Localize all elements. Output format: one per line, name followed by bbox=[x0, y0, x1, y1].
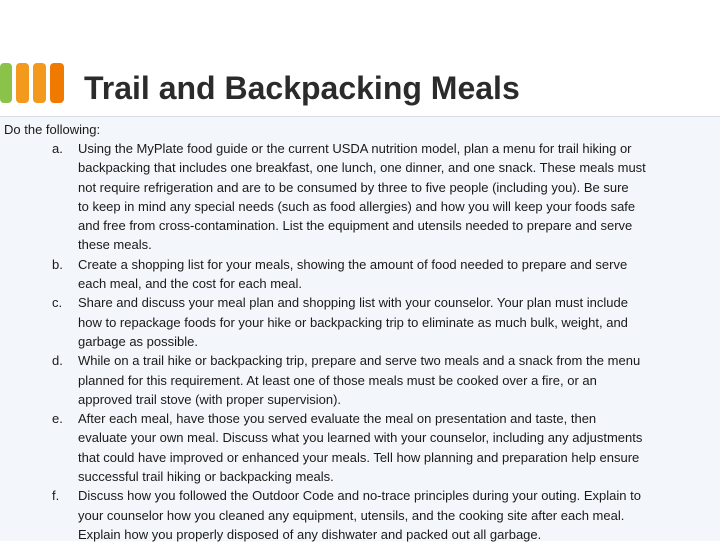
list-item bbox=[0, 486, 720, 544]
list-item-line: Using the MyPlate food guide or the current USDA nutrition model, plan a menu for trail hiking or bbox=[78, 141, 632, 156]
list-item-line: Explain how you properly disposed of any dishwater and packed out all garbage. bbox=[78, 526, 542, 542]
list-item bbox=[0, 293, 720, 351]
requirement-list bbox=[0, 139, 720, 544]
list-item-line: not require refrigeration and are to be consumed by three to five people (including you). Be sure bbox=[78, 179, 629, 195]
list-item-letter: c. bbox=[52, 295, 63, 311]
list-item-line: planned for this requirement. At least one of those meals must be cooked over a fire, or an bbox=[78, 372, 597, 388]
list-item-line: your counselor how you cleaned any equipment, utensils, and the cooking site after each meal. bbox=[78, 507, 625, 523]
list-item-line: approved trail stove (with proper supervision). bbox=[78, 391, 342, 407]
list-item-line: Create a shopping list for your meals, showing the amount of food needed to prepare and serve bbox=[78, 256, 628, 272]
list-item-letter: b. bbox=[52, 256, 63, 272]
intro-text: Do the following: bbox=[4, 122, 101, 137]
slide-title: Trail and Backpacking Meals bbox=[84, 70, 520, 106]
content-box bbox=[0, 116, 720, 541]
accent-bar-orange-1 bbox=[16, 63, 29, 103]
list-item-letter: a. bbox=[52, 141, 63, 156]
list-item-line: and free from cross-contamination. List the equipment and utensils needed to prepare and serve bbox=[78, 218, 633, 234]
list-item bbox=[0, 409, 720, 486]
list-item-line: evaluate your own meal. Discuss what you learned with your counselor, including any adjustments bbox=[78, 430, 643, 446]
list-item bbox=[0, 351, 720, 409]
list-item-text bbox=[78, 409, 718, 486]
list-item bbox=[0, 139, 720, 255]
list-item-letter: e. bbox=[52, 411, 63, 427]
list-item-text bbox=[78, 293, 718, 351]
list-item-line: these meals. bbox=[78, 237, 152, 253]
list-item-line: After each meal, have those you served evaluate the meal on presentation and taste, then bbox=[78, 411, 597, 427]
list-item-text bbox=[78, 486, 718, 544]
list-item-line: that could have improved or enhanced your meals. Tell how planning and preparation help ensure bbox=[78, 449, 640, 465]
list-item-line: to keep in mind any special needs (such as food allergies) and how you will keep your foods safe bbox=[78, 198, 636, 214]
list-item-line: successful trail hiking or backpacking meals. bbox=[78, 469, 334, 485]
list-item-line: Share and discuss your meal plan and shopping list with your counselor. Your plan must include bbox=[78, 295, 628, 311]
list-item-line: Discuss how you followed the Outdoor Code and no-trace principles during your outing. Explain to bbox=[78, 488, 641, 504]
list-item-line: how to repackage foods for your hike or backpacking trip to eliminate as much bulk, weight, and bbox=[78, 314, 628, 330]
list-item-text bbox=[78, 351, 718, 409]
list-item-letter: d. bbox=[52, 353, 63, 369]
accent-bar-orange-2 bbox=[33, 63, 46, 103]
list-item bbox=[0, 255, 720, 294]
accent-bar-orange-3 bbox=[50, 63, 64, 103]
list-item-line: backpacking that includes one breakfast, one lunch, one dinner, and one snack. These meals must bbox=[78, 160, 646, 176]
list-item-letter: f. bbox=[52, 488, 60, 504]
accent-bar-green bbox=[0, 63, 12, 103]
list-item-line: While on a trail hike or backpacking trip, prepare and serve two meals and a snack from the menu bbox=[78, 353, 641, 369]
list-item-text bbox=[78, 255, 718, 294]
list-item-line: each meal, and the cost for each meal. bbox=[78, 276, 303, 292]
list-item-text bbox=[78, 139, 718, 255]
list-item-line: garbage as possible. bbox=[78, 333, 198, 349]
